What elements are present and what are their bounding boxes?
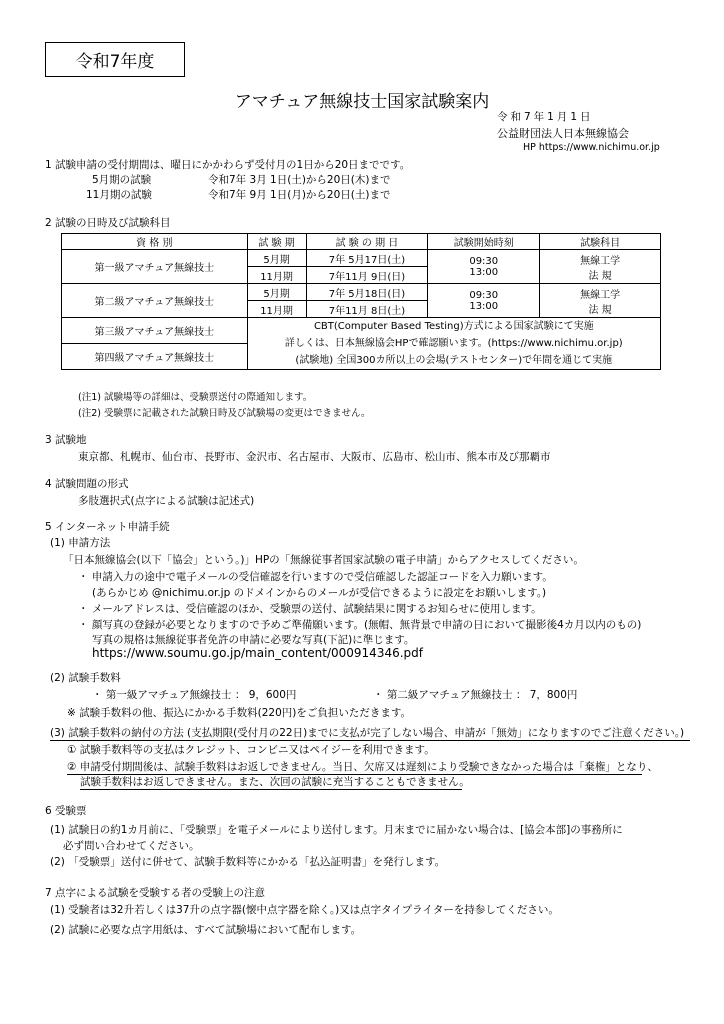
subject-engineering: 無線工学 [580,255,621,267]
issue-date: 令和7年1月1日 [497,111,594,123]
subject-law: 法 規 [588,304,612,316]
note-2: (注2) 受験票に記載された試験日時及び試験場の変更はできません。 [78,408,371,419]
subject-cell [540,284,661,318]
question-format: 多肢選択式(点字による試験は記述式) [78,495,255,507]
section-2-heading: 2 試験の日時及び試験科目 [45,217,171,229]
ticket-item-1-note: 必ず問い合わせてください。 [63,840,200,852]
class-fourth-grade: 第四級アマチュア無線技士 [62,344,248,370]
payment-item-1: ① 試験手数料等の支払はクレジット、コンビニ又はペイジーを利用できます。 [67,744,435,756]
photo-spec-link[interactable]: https://www.soumu.go.jp/main_content/000914346.pdf [92,646,423,660]
fiscal-year-label: 令和7年度 [75,52,155,72]
table-row [62,250,661,267]
exam-locations: 東京都、札幌市、仙台市、長野市、金沢市、名古屋市、大阪市、広島市、松山市、熊本市及び那覇市 [78,451,551,463]
note-1: (注1) 試験場等の詳細は、受験票送付の際通知します。 [78,392,313,403]
time-cell [428,250,540,284]
header-class: 資 格 別 [62,234,248,250]
ticket-item-2: (2) 「受験票」送付に併せて、試験手数料等にかかる「払込証明書」を発行します。 [50,856,446,868]
application-method-text: 「日本無線協会(以下「協会」という。)」HPの「無線従事者国家試験の電子申請」からアクセスしてください。 [63,554,584,566]
cbt-line-1: CBT(Computer Based Testing)方式による国家試験にて実施 [313,321,594,332]
table-row [62,284,661,301]
fee-first-grade: ・ 第一級アマチュア無線技士 ： 9，600円 [92,689,297,701]
fiscal-year-box [45,42,185,77]
date-cell: 7年11月 9日(日) [306,267,428,284]
payment-item-2: ② 申請受付期間後は、試験手数料はお返しできません。当日、欠席又は遅刻により受験できなかった場合は「棄権」となり、 [67,761,658,773]
payment-item-2-note: 試験手数料はお返しできません。また、次回の試験に充当することもできません。 [80,776,470,788]
date-cell: 7年 5月18日(日) [306,284,428,301]
payment-item-2-note-underline [80,789,462,790]
fee-second-grade: ・ 第二級アマチュア無線技士 ： 7，800円 [373,689,578,701]
time-morning: 09:30 [469,289,499,301]
class-second-grade: 第二級アマチュア無線技士 [62,284,248,318]
fee-note: ※ 試験手数料の他、振込にかかる手数料(220円)をご負担いただきます。 [67,707,412,719]
page-title: アマチュア無線技士国家試験案内 [234,92,490,112]
subject-law: 法 規 [588,270,612,282]
payment-heading-underline [50,740,690,741]
period-cell: 5月期 [247,250,306,267]
cbt-line-2: 詳しくは、日本無線協会HPで確認願います。(https://www.nichimu.or.jp) [284,338,623,349]
may-session-period: 令和7年 3月 1日(土)から20日(木)まで [208,174,391,186]
bullet-email-use: ・ メールアドレスは、受信確認のほか、受験票の送付、試験結果に関するお知らせに使用します。 [78,603,542,615]
bullet-photo: ・ 顔写真の登録が必要となりますので予めご準備願います。(無帽、無背景で申請の日において撮影後4カ月以内のもの) [78,619,642,631]
section-1-heading: 1 試験申請の受付期間は、曜日にかかわらず受付月の1日から20日までです。 [45,159,411,171]
subject-cell [540,250,661,284]
cbt-line-3: (試験地) 全国300カ所以上の会場(テストセンター)で年間を通じて実施 [295,355,613,366]
section-7-heading: 7 点字による試験を受験する者の受験上の注意 [45,887,266,899]
subject-engineering: 無線工学 [580,289,621,301]
may-session-label: 5月期の試験 [92,174,152,186]
table-header-row [62,234,661,250]
period-cell: 5月期 [247,284,306,301]
payment-heading: (3) 試験手数料の納付の方法 (支払期限(受付月の22日)までに支払が完了しない場合、申請が「無効」になりますのでご注意ください。) [50,727,685,739]
class-third-grade: 第三級アマチュア無線技士 [62,318,248,344]
section-3-heading: 3 試験地 [45,434,87,446]
section-6-heading: 6 受験票 [45,805,87,817]
application-method-heading: (1) 申請方法 [50,537,111,549]
homepage-url: HP https://www.nichimu.or.jp [523,142,660,153]
table-row [62,318,661,344]
time-cell [428,284,540,318]
section-4-heading: 4 試験問題の形式 [45,478,129,490]
header-period: 試 験 期 [247,234,306,250]
header-date: 試 験 の 期 日 [306,234,428,250]
date-cell: 7年 5月17日(土) [306,250,428,267]
exam-schedule-table [61,233,661,370]
time-afternoon: 13:00 [469,266,499,278]
header-start-time: 試験開始時刻 [428,234,540,250]
braille-item-2: (2) 試験に必要な点字用紙は、すべて試験場において配布します。 [50,924,362,936]
cbt-info-cell [247,318,660,370]
nov-session-label: 11月期の試験 [86,189,152,201]
bullet-verification: ・ 申請入力の途中で電子メールの受信確認を行いますので受信確認した認証コードを入力願います。 [78,571,553,583]
bullet-photo-note: 写真の規格は無線従事者免許の申請に必要な写真(下記)に準じます。 [92,634,415,646]
ticket-item-1: (1) 試験日の約1カ月前に、「受験票」を電子メールにより送付します。月末までに届かない場合は、[協会本部]の事務所に [50,824,623,836]
date-cell: 7年11月 8日(土) [306,301,428,318]
fee-heading: (2) 試験手数料 [50,672,121,684]
organization-name: 公益財団法人日本無線協会 [497,127,629,140]
section-5-heading: 5 インターネット申請手続 [45,521,170,533]
header-subject: 試験科目 [540,234,661,250]
class-first-grade: 第一級アマチュア無線技士 [62,250,248,284]
nov-session-period: 令和7年 9月 1日(月)から20日(土)まで [208,189,391,201]
braille-item-1: (1) 受験者は32升若しくは37升の点字器(懐中点字器を除く。)又は点字タイプライターを持参してください。 [50,904,559,916]
period-cell: 11月期 [247,301,306,318]
period-cell: 11月期 [247,267,306,284]
time-morning: 09:30 [469,255,499,267]
time-afternoon: 13:00 [469,300,499,312]
bullet-verification-note: (あらかじめ @nichimu.or.jp のドメインからのメールが受信できるように設定をお願いします。) [92,587,547,599]
